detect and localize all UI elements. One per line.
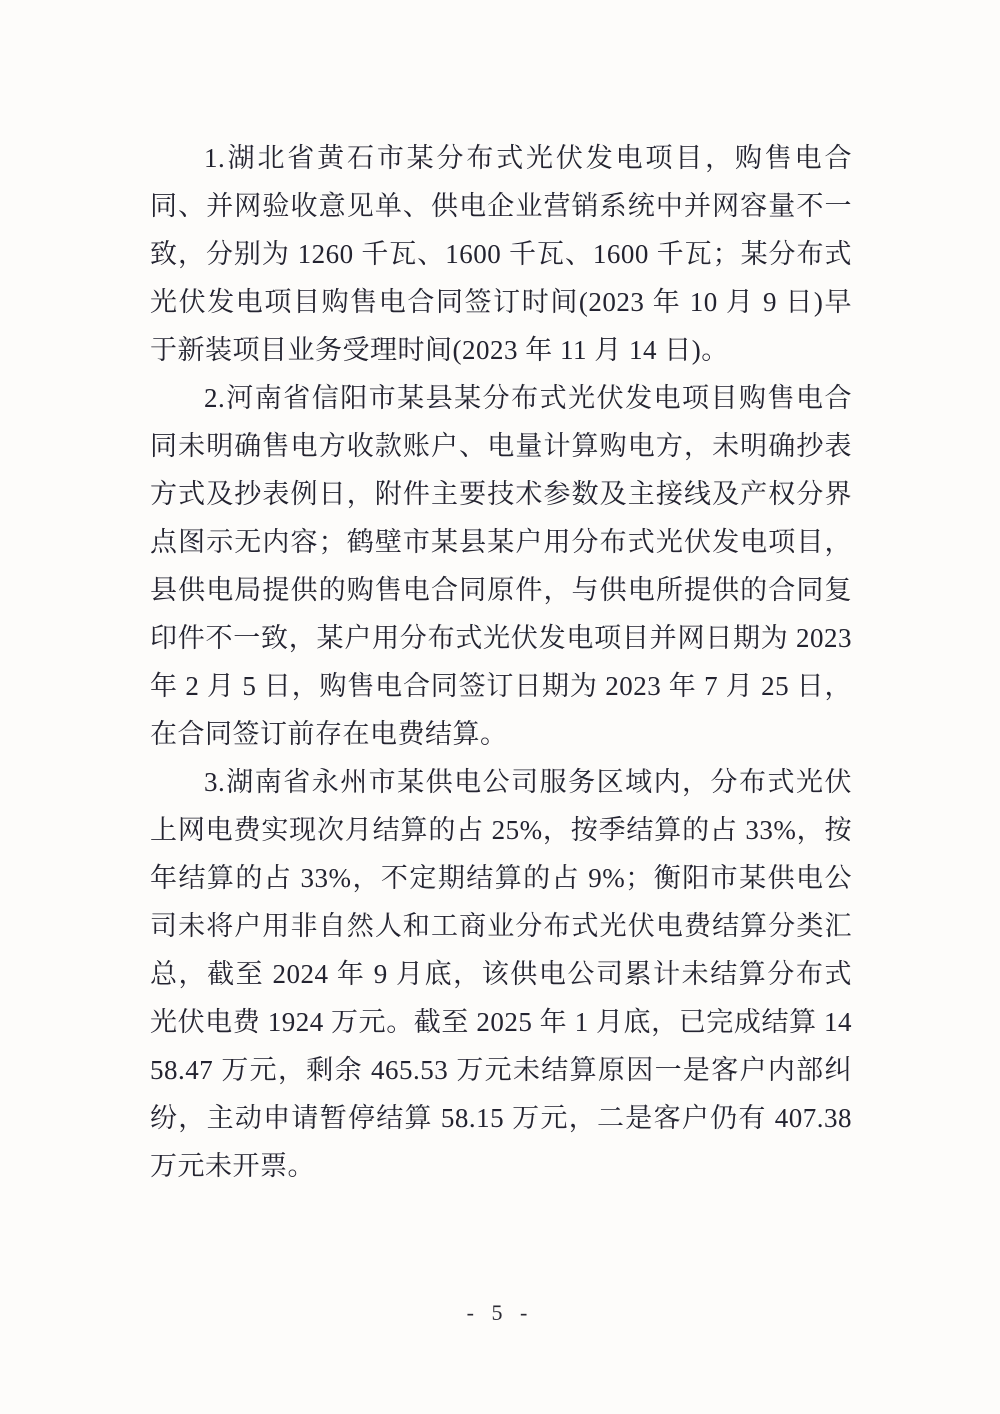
paragraph-2: 2.河南省信阳市某县某分布式光伏发电项目购售电合同未明确售电方收款账户、电量计算购电方，未明确抄表方式及抄表例日，附件主要技术参数及主接线及产权分界点图示无内容；鹤壁市某县某户用分布式光伏发电项目，县供电局提供的购售电合同原件，与供电所提供的合同复印件不一致，某户用分布式光伏发电项目并网日期为 2023 年 2 月 5 日，购售电合同签订日期为 2023 年 7 月 25 日，在合同签订前存在电费结算。 [150,383,852,749]
page-number: - 5 - [466,1300,534,1325]
page-footer [0,1300,1000,1326]
document-body [150,134,852,1190]
paragraph-3: 3.湖南省永州市某供电公司服务区域内，分布式光伏上网电费实现次月结算的占 25%，按季结算的占 33%，按年结算的占 33%，不定期结算的占 9%；衡阳市某供电公司未将户用非自然人和工商业分布式光伏电费结算分类汇总，截至 2024 年 9 月底，该供电公司累计未结算分布式光伏电费 1924 万元。截至 2025 年 1 月底，已完成结算 1458.47 万元，剩余 465.53 万元未结算原因一是客户内部纠纷，主动申请暂停结算 58.15 万元，二是客户仍有 407.38 万元未开票。 [150,767,852,1181]
paragraph-1: 1.湖北省黄石市某分布式光伏发电项目，购售电合同、并网验收意见单、供电企业营销系统中并网容量不一致，分别为 1260 千瓦、1600 千瓦、1600 千瓦；某分布式光伏发电项目购售电合同签订时间(2023 年 10 月 9 日)早于新装项目业务受理时间(2023 年 11 月 14 日)。 [150,143,852,365]
